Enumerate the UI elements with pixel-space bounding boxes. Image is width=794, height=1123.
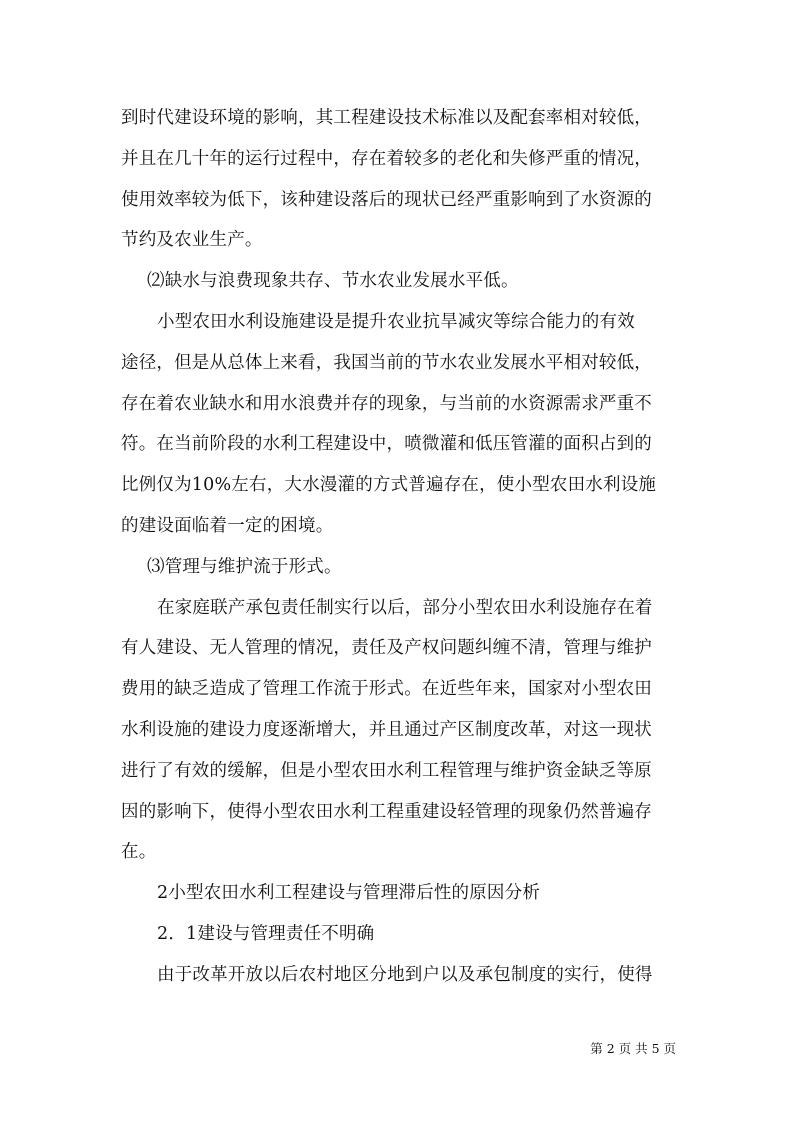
paragraph-line: 使用效率较为低下，该种建设落后的现状已经严重影响到了水资源的 <box>121 189 652 210</box>
paragraph-line: 进行了有效的缓解，但是小型农田水利工程管理与维护资金缺乏等原 <box>121 760 652 781</box>
paragraph-line: 有人建设、无人管理的情况，责任及产权问题纠缠不清，管理与维护 <box>121 638 652 659</box>
page-number-footer: 第 2 页 共 5 页 <box>590 1041 676 1056</box>
chapter-heading: 2小型农田水利工程建设与管理滞后性的原因分析 <box>157 883 541 904</box>
paragraph-line: 由于改革开放以后农村地区分地到户以及承包制度的实行，使得 <box>157 964 653 985</box>
paragraph-line: 比例仅为10%左右，大水漫灌的方式普遍存在，使小型农田水利设施 <box>121 475 657 496</box>
paragraph-line: 费用的缺乏造成了管理工作流于形式。在近些年来，国家对小型农田 <box>121 679 652 700</box>
paragraph-line: 在。 <box>121 842 157 863</box>
paragraph-line: 在家庭联产承包责任制实行以后，部分小型农田水利设施存在着 <box>157 597 653 618</box>
paragraph-line: 节约及农业生产。 <box>121 230 263 251</box>
document-body <box>121 98 681 996</box>
subsection-heading: 2．1建设与管理责任不明确 <box>157 923 375 944</box>
paragraph-line: 水利设施的建设力度逐渐增大，并且通过产区制度改革，对这一现状 <box>121 719 652 740</box>
paragraph-line: 到时代建设环境的影响，其工程建设技术标准以及配套率相对较低， <box>121 108 652 128</box>
paragraph-line: 并且在几十年的运行过程中，存在着较多的老化和失修严重的情况， <box>121 148 652 169</box>
section-heading: ⑶管理与维护流于形式。 <box>147 556 342 577</box>
section-heading: ⑵缺水与浪费现象共存、节水农业发展水平低。 <box>147 271 519 292</box>
paragraph-line: 存在着农业缺水和用水浪费并存的现象，与当前的水资源需求严重不 <box>121 393 652 414</box>
paragraph-line: 小型农田水利设施建设是提升农业抗旱减灾等综合能力的有效 <box>157 311 635 332</box>
paragraph-line: 的建设面临着一定的困境。 <box>121 515 334 536</box>
paragraph-line: 途径，但是从总体上来看，我国当前的节水农业发展水平相对较低， <box>121 352 652 373</box>
paragraph-line: 符。在当前阶段的水利工程建设中，喷微灌和低压管灌的面积占到的 <box>121 434 652 455</box>
paragraph-line: 因的影响下，使得小型农田水利工程重建设轻管理的现象仍然普遍存 <box>121 801 652 822</box>
